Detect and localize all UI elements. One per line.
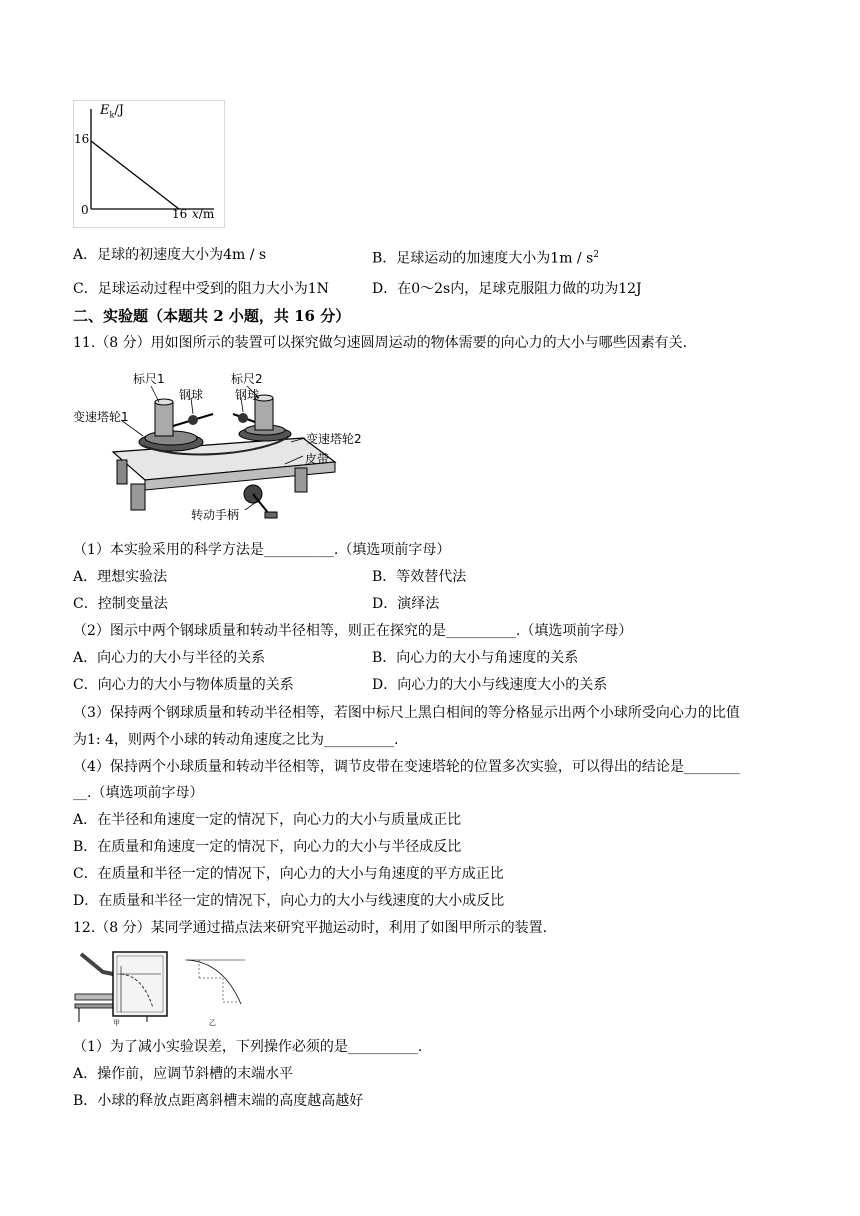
q11-part3-line2: 为1: 4，则两个小球的转动角速度之比为__________. — [73, 732, 399, 748]
q11-part1-option-c: C．控制变量法 — [73, 596, 168, 612]
y-axis-label: $E_k/J$ — [100, 103, 124, 120]
q11-part4-option-b: B．在质量和角速度一定的情况下，向心力的大小与半径成反比 — [73, 839, 462, 855]
label-handle: 转动手柄 — [191, 508, 240, 522]
q11-part1: （1）本实验采用的科学方法是__________.（填选项前字母） — [73, 542, 451, 558]
q11-part3-line1: （3）保持两个钢球质量和转动半径相等，若图中标尺上黑白相间的等分格显示出两个小球所受向心力的比值 — [73, 705, 740, 721]
q11-part4-line2: __.（填选项前字母） — [73, 785, 204, 801]
q11-stem: 11.（8 分）用如图所示的装置可以探究做匀速圆周运动的物体需要的向心力的大小与哪些因素有关. — [73, 335, 688, 351]
q11-part4-option-c: C．在质量和半径一定的情况下，向心力的大小与角速度的平方成正比 — [73, 866, 504, 882]
q12-stem: 12.（8 分）某同学通过描点法来研究平抛运动时，利用了如图甲所示的装置. — [73, 920, 548, 936]
q10-option-b: B．足球运动的加速度大小为$1m / s^2$ — [372, 250, 600, 267]
q12-part1: （1）为了减小实验误差，下列操作必须的是__________. — [73, 1039, 423, 1055]
q11-part2-option-d: D．向心力的大小与线速度大小的关系 — [372, 677, 608, 693]
label-ruler1: 标尺1 — [133, 372, 165, 386]
q12-part1-option-b: B．小球的释放点距离斜槽末端的高度越高越好 — [73, 1093, 364, 1109]
projectile-svg — [73, 948, 253, 1028]
q11-part2-option-b: B．向心力的大小与角速度的关系 — [372, 650, 579, 666]
ek-line — [91, 141, 179, 209]
q11-part1-option-d: D．演绎法 — [372, 596, 440, 612]
q11-part4-line1: （4）保持两个小球质量和转动半径相等，调节皮带在变速塔轮的位置多次实验，可以得出的结论是________ — [73, 759, 740, 775]
q11-part4-option-a: A．在半径和角速度一定的情况下，向心力的大小与质量成正比 — [73, 812, 462, 828]
x-tick-16: 16 — [172, 207, 188, 221]
label-ball1: 钢球 — [179, 388, 204, 402]
label-belt: 皮带 — [305, 452, 330, 466]
q11-part2-option-a: A．向心力的大小与半径的关系 — [73, 650, 266, 666]
origin-label: 0 — [81, 203, 89, 217]
q10-option-d: D．在0～2s内，足球克服阻力做的功为12J — [372, 281, 642, 297]
ek-x-graph — [73, 100, 225, 228]
centripetal-apparatus-figure — [73, 368, 365, 526]
projectile-figure — [73, 948, 253, 1028]
q11-part4-option-d: D．在质量和半径一定的情况下，向心力的大小与线速度的大小成反比 — [73, 893, 505, 909]
figure-yi-label: 乙 — [209, 1019, 216, 1027]
label-ruler2: 标尺2 — [231, 372, 263, 386]
label-wheel2: 变速塔轮2 — [306, 432, 362, 446]
q10-option-a: A．足球的初速度大小为4m / s — [73, 247, 267, 263]
apparatus-svg — [73, 368, 365, 526]
figure-jia-label: 甲 — [113, 1019, 120, 1027]
y-tick-16: 16 — [74, 132, 90, 146]
q11-part1-option-a: A．理想实验法 — [73, 569, 168, 585]
section-heading: 二、实验题（本题共 2 小题，共 16 分） — [73, 307, 351, 325]
x-axis-label: x/m — [192, 207, 215, 221]
q12-part1-option-a: A．操作前，应调节斜槽的末端水平 — [73, 1066, 294, 1082]
q11-part2-option-c: C．向心力的大小与物体质量的关系 — [73, 677, 294, 693]
label-wheel1: 变速塔轮1 — [73, 410, 129, 424]
label-ball2: 钢球 — [235, 388, 260, 402]
q10-option-c: C．足球运动过程中受到的阻力大小为1N — [73, 281, 329, 297]
q11-part2: （2）图示中两个钢球质量和转动半径相等，则正在探究的是__________.（填选项前字母） — [73, 623, 633, 639]
q11-part1-option-b: B．等效替代法 — [372, 569, 467, 585]
